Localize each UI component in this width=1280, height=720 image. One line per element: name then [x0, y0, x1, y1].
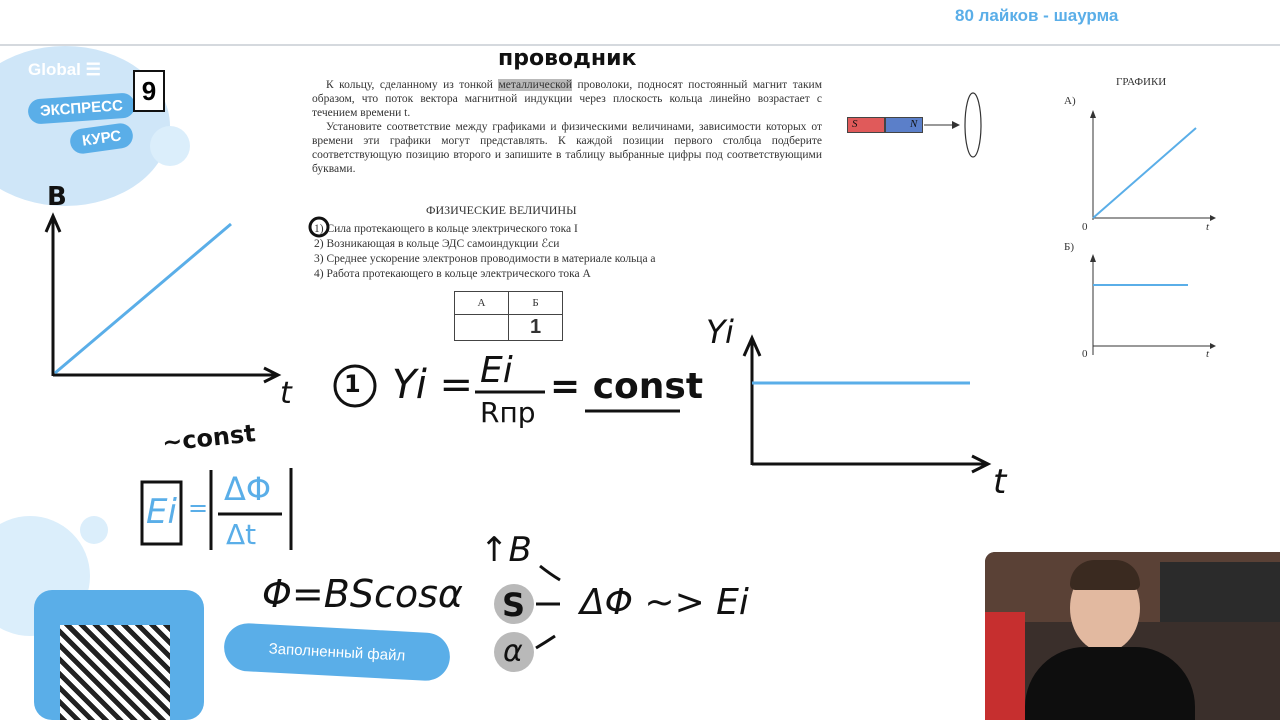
- answer-header-b: Б: [509, 292, 563, 315]
- quantity-item: 2) Возникающая в кольце ЭДС самоиндукции ℰси: [314, 238, 560, 250]
- graph-b-t: t: [1206, 348, 1210, 360]
- webcam-overlay: [985, 552, 1280, 720]
- quantities-header: ФИЗИЧЕСКИЕ ВЕЛИЧИНЫ: [426, 203, 577, 217]
- graph-a-t: t: [1206, 221, 1210, 233]
- note-conductor: проводник: [498, 46, 637, 71]
- yi-label: Yi: [706, 313, 734, 351]
- const-note: ~const: [160, 419, 257, 457]
- graph-b-label: Б): [1064, 241, 1074, 253]
- bt-line: [55, 224, 231, 373]
- emf-numerator: ΔΦ: [224, 470, 272, 508]
- magnet-s: S: [847, 117, 885, 133]
- bt-t-label: t: [280, 376, 292, 411]
- alpha-letter: α: [503, 634, 523, 669]
- formula-denominator: Rпр: [480, 396, 536, 429]
- arrow-b: ↑B: [480, 530, 532, 570]
- graph-a-zero: 0: [1082, 221, 1088, 233]
- filled-file-button[interactable]: Заполненный файл: [223, 622, 451, 682]
- answer-header-a: А: [455, 292, 509, 315]
- ring: [965, 93, 981, 157]
- formula-numerator: Ei: [480, 350, 513, 391]
- flux-to-emf: ΔΦ ~> Ei: [580, 582, 749, 623]
- magnet-arrow-head: [952, 121, 960, 129]
- emf-eq: =: [188, 494, 209, 522]
- bt-b-label: B: [47, 182, 67, 212]
- graph-b-zero: 0: [1082, 348, 1088, 360]
- formula-rhs: = const: [550, 366, 704, 407]
- flux-formula: Φ=BScosα: [262, 572, 463, 616]
- likes-banner: 80 лайков - шаурма: [955, 6, 1119, 25]
- s-letter: S: [502, 586, 526, 624]
- brand-logo: Global ☰: [28, 60, 101, 79]
- circle-one: 1: [344, 370, 361, 398]
- item-one-mark: [310, 218, 328, 236]
- highlight-word: металлической: [498, 79, 573, 91]
- problem-paragraph-2: Установите соответствие между графиками и физическими величинами, зависимости которых от времени эти графики могут представлять. К каждой позиции первого столбца подберите соответствующую позицию второго и запишите в таблицу выбранные цифры под соответствующими буквами.: [312, 121, 822, 175]
- answer-cell-b: 1: [509, 315, 563, 341]
- magnet-n: N: [885, 117, 923, 133]
- quantity-item: 4) Работа протекающего в кольце электрического тока A: [314, 268, 591, 280]
- graphs-title: ГРАФИКИ: [1116, 76, 1167, 88]
- express-pill: ЭКСПРЕСС: [27, 92, 135, 124]
- formula-lhs: Yi =: [392, 362, 474, 408]
- quantity-item: 1) Сила протекающего в кольце электрического тока I: [314, 223, 578, 235]
- problem-text: К кольцу, сделанному из тонкой металлической проволоки, подносят постоянный магнит таким образом, что поток вектора магнитной индукции через плоскость кольца линейно возрастает с течением времени t. Установите соответствие между графиками и физическими величинами, зависимости которых от времени эти графики могут представлять. К каждой позиции первого столбца подберите соответствующую позицию второго и запишите в таблицу выбранные цифры под соответствующими буквами.: [312, 79, 822, 175]
- task-number: 9: [133, 70, 165, 112]
- graph-a-line: [1093, 128, 1196, 218]
- course-pill: КУРС: [69, 122, 135, 156]
- yi-t-label: t: [993, 462, 1007, 502]
- graph-a-label: А): [1064, 95, 1076, 107]
- emf-denominator: Δt: [226, 518, 257, 551]
- quantity-item: 3) Среднее ускорение электронов проводимости в материале кольца a: [314, 253, 656, 265]
- emf-symbol: Ei: [146, 492, 177, 532]
